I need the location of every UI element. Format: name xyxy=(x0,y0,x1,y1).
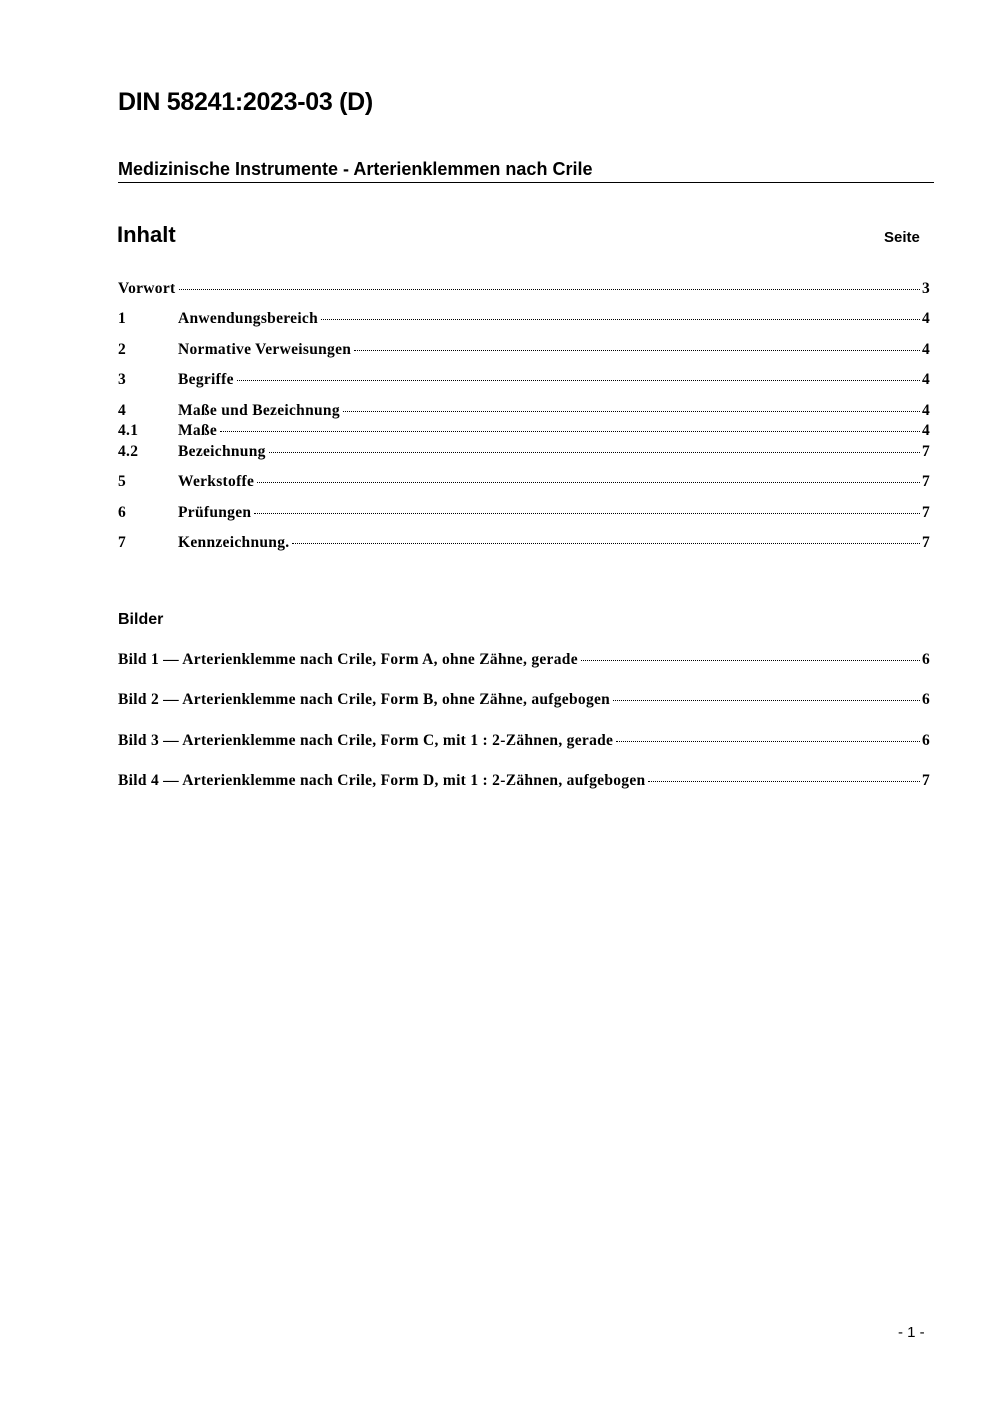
toc-leader-dots xyxy=(343,411,920,412)
toc-entry-number: 1 xyxy=(118,310,127,327)
toc-entry-title: Anwendungsbereich xyxy=(178,310,319,327)
toc-entry-page: 7 xyxy=(921,504,930,521)
toc-entry-kennzeichnung[interactable] xyxy=(118,534,930,554)
toc-heading: Inhalt xyxy=(117,222,176,247)
toc-leader-dots xyxy=(220,431,920,432)
figure-entry-bild-3[interactable] xyxy=(118,732,930,752)
toc-entry-number: 3 xyxy=(118,371,127,388)
toc-entry-masse[interactable] xyxy=(118,422,930,442)
toc-entry-page: 4 xyxy=(921,371,930,388)
toc-leader-dots xyxy=(292,543,920,544)
toc-entry-masse-und-bezeichnung[interactable] xyxy=(118,402,930,422)
toc-entry-title: Werkstoffe xyxy=(178,473,255,490)
figures-heading: Bilder xyxy=(118,611,164,628)
toc-entry-number: 6 xyxy=(118,504,127,521)
figure-entry-title: Bild 1 — Arterienklemme nach Crile, Form A, ohne Zähne, gerade xyxy=(118,651,578,668)
toc-leader-dots xyxy=(648,781,919,782)
toc-leader-dots xyxy=(269,452,920,453)
toc-entry-title: Begriffe xyxy=(178,371,234,388)
toc-entry-page: 7 xyxy=(921,473,930,490)
toc-leader-dots xyxy=(254,513,920,514)
toc-entry-number: 4.2 xyxy=(118,443,139,460)
toc-entry-number: 4 xyxy=(118,402,127,419)
toc-entry-title: Vorwort xyxy=(118,280,176,297)
toc-entry-normative-verweisungen[interactable] xyxy=(118,341,930,361)
toc-entry-title: Prüfungen xyxy=(178,504,252,521)
toc-entry-title: Normative Verweisungen xyxy=(178,341,352,358)
toc-entry-page: 4 xyxy=(921,341,930,358)
toc-entry-number: 5 xyxy=(118,473,127,490)
toc-entry-page: 7 xyxy=(921,443,930,460)
toc-leader-dots xyxy=(257,482,920,483)
toc-entry-begriffe[interactable] xyxy=(118,371,930,391)
figure-entry-title: Bild 2 — Arterienklemme nach Crile, Form B, ohne Zähne, aufgebogen xyxy=(118,691,611,708)
toc-entry-number: 2 xyxy=(118,341,127,358)
figure-entry-bild-4[interactable] xyxy=(118,772,930,792)
figure-entry-bild-2[interactable] xyxy=(118,691,930,711)
figure-entry-page: 7 xyxy=(921,772,930,789)
toc-entry-title: Kennzeichnung. xyxy=(178,534,290,551)
toc-entry-page: 4 xyxy=(921,310,930,327)
toc-entry-pruefungen[interactable] xyxy=(118,504,930,524)
toc-entry-number: 7 xyxy=(118,534,127,551)
toc-entry-werkstoffe[interactable] xyxy=(118,473,930,493)
toc-entry-vorwort[interactable] xyxy=(118,280,930,300)
figure-entry-page: 6 xyxy=(921,651,930,668)
footer-page-number: - 1 - xyxy=(898,1324,925,1341)
figure-entry-page: 6 xyxy=(921,732,930,749)
toc-entry-bezeichnung[interactable] xyxy=(118,443,930,463)
toc-leader-dots xyxy=(613,700,920,701)
figure-entry-page: 6 xyxy=(921,691,930,708)
figure-entry-title: Bild 3 — Arterienklemme nach Crile, Form C, mit 1 : 2-Zähnen, gerade xyxy=(118,732,614,749)
toc-leader-dots xyxy=(581,660,920,661)
document-subtitle: Medizinische Instrumente - Arterienklemmen nach Crile xyxy=(118,158,934,183)
toc-entry-title: Maße und Bezeichnung xyxy=(178,402,340,419)
toc-entry-page: 3 xyxy=(921,280,930,297)
toc-entry-title: Bezeichnung xyxy=(178,443,266,460)
toc-leader-dots xyxy=(321,319,920,320)
toc-entry-page: 4 xyxy=(921,402,930,419)
toc-entry-page: 7 xyxy=(921,534,930,551)
toc-entry-number: 4.1 xyxy=(118,422,139,439)
figure-entry-title: Bild 4 — Arterienklemme nach Crile, Form D, mit 1 : 2-Zähnen, aufgebogen xyxy=(118,772,646,789)
toc-entry-anwendungsbereich[interactable] xyxy=(118,310,930,330)
toc-leader-dots xyxy=(616,741,920,742)
toc-entry-title: Maße xyxy=(178,422,218,439)
toc-leader-dots xyxy=(179,289,920,290)
toc-leader-dots xyxy=(354,350,920,351)
figure-entry-bild-1[interactable] xyxy=(118,651,930,671)
toc-entry-page: 4 xyxy=(921,422,930,439)
page-column-label: Seite xyxy=(884,229,920,246)
document-id-title: DIN 58241:2023-03 (D) xyxy=(118,88,373,116)
toc-leader-dots xyxy=(237,380,920,381)
